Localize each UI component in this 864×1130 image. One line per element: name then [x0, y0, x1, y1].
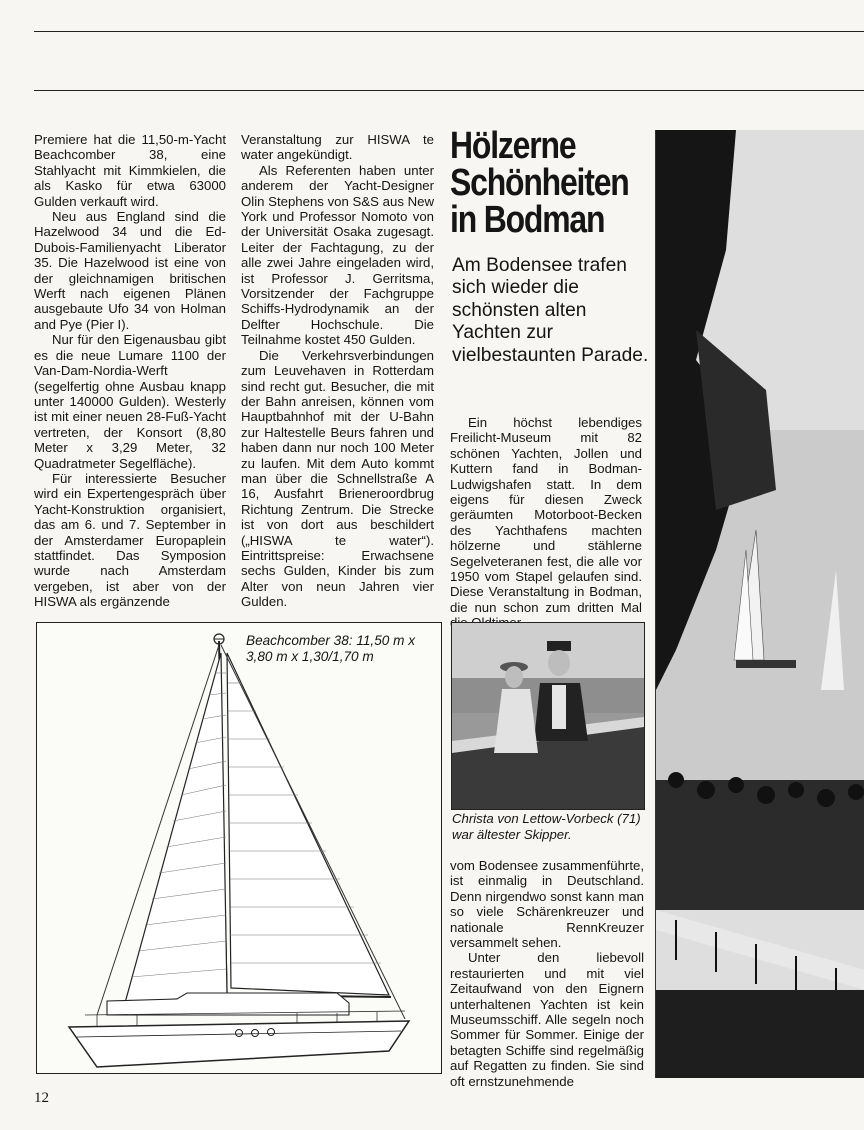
paragraph: Ein höchst lebendiges Freilicht-Museum mit 82 schönen Yachten, Jollen und Kuttern fand in Bodman-Ludwigshafen statt. In dem eigens für diesen Zweck geräumten Motorboot-Becken des Yachthafens machten hölzerne und stählerne Segelveteranen fest, die alle vor 1950 vom Stapel gelaufen sind. Diese Veranstaltung in Bodman, die nun schon zum dritten Mal: [450, 415, 642, 615]
sail-plan-caption: Beachcomber 38: 11,50 m x 3,80 m x 1,30/1,70 m: [246, 633, 416, 664]
text-column-3-top: [450, 415, 642, 631]
paragraph: Neu aus England sind die Hazelwood 34 und die Ed-Dubois-Familienyacht Liberator 35. Die Hazelwood ist eine von der gleichnamigen britischen Werft nach eigenen Plänen ausgebaute Ufo 34 von Holman and Pye (Pier I).: [34, 209, 226, 332]
harbor-scene-image: [656, 130, 864, 1078]
skipper-photo: [451, 622, 645, 810]
paragraph: Als Referenten haben unter anderem der Yacht-Designer Olin Stephens von S&S aus New York und Professor Nomoto von der Universität Osaka zugesagt. Leiter der Fachtagung, zu der alle zwei Jahre eingeladen wird, ist Professor J. Gerritsma, Vorsitzender der Fachgruppe Schiffs-Hydrodynamik an der Delfter Hochschule. Die Teilnahme kostet 450 Gulden.: [241, 162, 434, 348]
paragraph: Die Verkehrsverbindungen zum Leuvehaven in Rotterdam sind recht gut. Besucher, die mit der Bahn anreisen, können vom Hauptbahnhof mit der U-Bahn zur Haltestelle Beurs fahren und haben dann nur noch 100 Meter zu laufen. Mit dem Auto kommt man über die Schnellstraße A 16, Ausfahrt Brieneroordbrug Richtung Zentrum. Die Strecke ist von dort aus beschildert („HISWA te water“). Eintrittspreise: Erwachsene sechs Gulden, Kinder bis zum Alter von neun Jahren vier Gulden.: [241, 347, 434, 610]
regatta-photo: [655, 130, 864, 1078]
text-column-2: [241, 132, 434, 610]
paragraph: Unter den liebevoll restaurierten und mit viel Zeitaufwand von den Eignern unterhaltenen Yachten ist kein Museumsschiff. Alle segeln noch Sommer für Sommer. Einige der betagten Schiffe sind regelmäßig auf Regatten zu finden. Sie sind oft ernstzunehmende: [450, 950, 644, 1089]
top-rule: [34, 31, 864, 32]
skipper-photo-image: [452, 623, 644, 809]
paragraph: Premiere hat die 11,50-m-Yacht Beachcomber 38, eine Stahlyacht mit Kimmkielen, die als Kasko für etwa 63000 Gulden verkauft wird.: [34, 132, 226, 209]
article-headline: Hölzerne Schönheiten in Bodman: [450, 125, 629, 241]
paragraph: vom Bodensee zusammenführte, ist einmalig in Deutschland. Denn nirgendwo sonst kann man so viele Schärenkreuzer und nationale RennKreuzer versammelt sehen.: [450, 858, 644, 951]
text-column-3-bottom: [450, 858, 644, 1089]
paragraph: Veranstaltung zur HISWA te water angekündigt.: [241, 132, 434, 163]
sail-plan-figure: [36, 622, 442, 1074]
paragraph: Nur für den Eigenausbau gibt es die neue Lumare 1100 der Van-Dam-Nordia-Werft (segelfertig ohne Ausbau knapp unter 140000 Gulden). Westerly ist mit einer neuen 28-Fuß-Yacht vertreten, der Konsort (8,80 Meter x 3,29 Meter, 32 Quadratmeter Segelfläche).: [34, 332, 226, 471]
sail-plan-drawing: [37, 623, 441, 1073]
paragraph: Für interessierte Besucher wird ein Expertengespräch über Yacht-Konstruktion organisiert, das am 6. und 7. September in der Amsterdamer Europaplein stattfindet. Das Symposion wurde nach Amsterdam vergeben, ist aber von der HISWA als ergänzende: [34, 470, 226, 610]
photo-caption: Christa von Lettow-Vorbeck (71) war ältester Skipper.: [452, 811, 641, 842]
page-number: 12: [34, 1090, 49, 1106]
text-column-1: [34, 132, 226, 610]
header-rule: [34, 90, 864, 91]
article-subheadline: Am Bodensee trafen sich wieder die schönsten alten Yachten zur vielbestaunten Parade.: [452, 255, 649, 366]
